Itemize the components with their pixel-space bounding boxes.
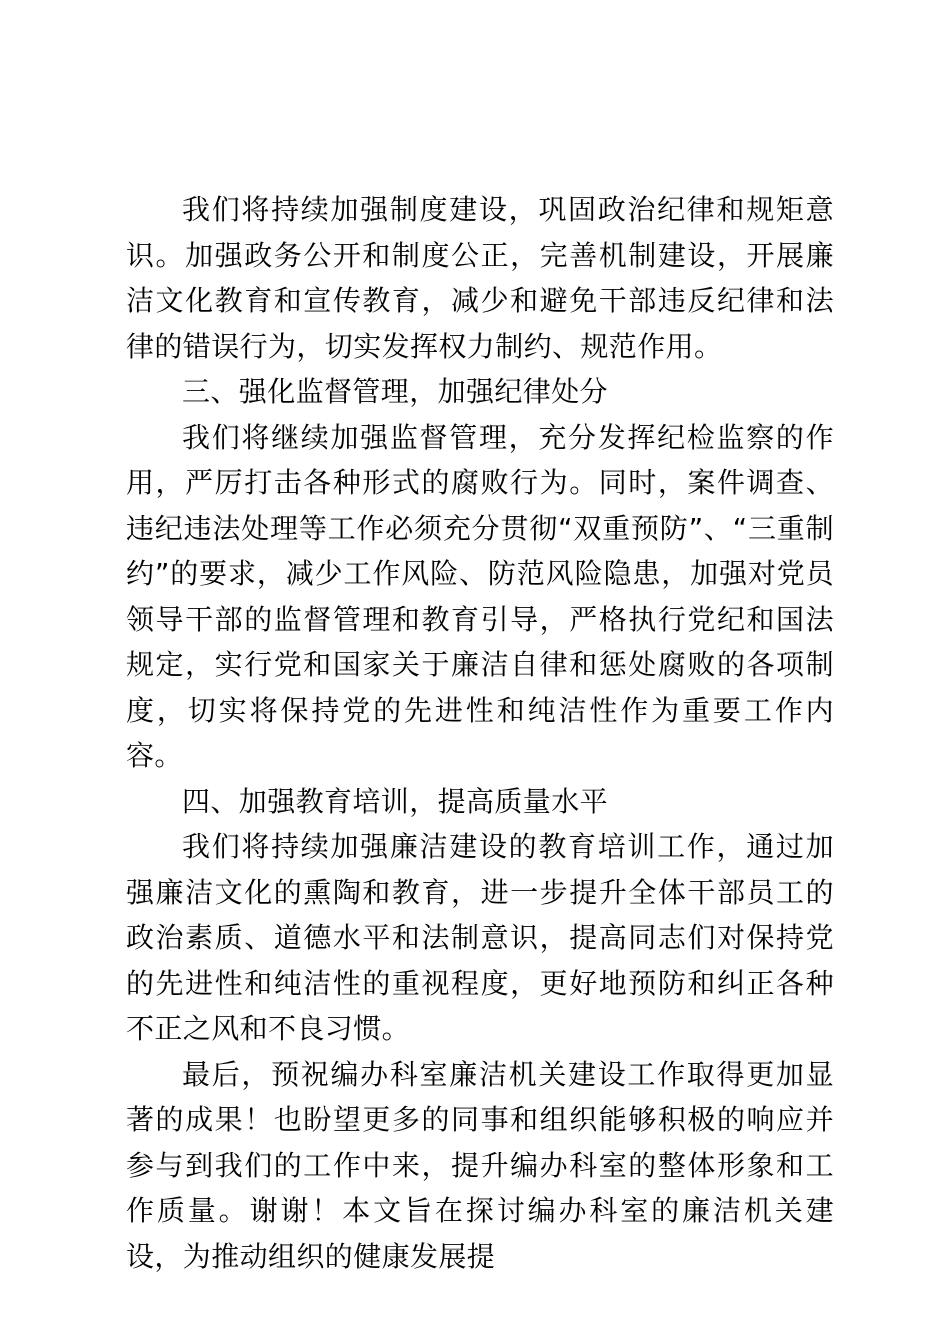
section-heading-supervision: 三、强化监督管理，加强纪律处分 [182, 375, 609, 408]
paragraph-institution-building: 我们将持续加强制度建设，巩固政治纪律和规矩意识。加强政务公开和制度公正，完善机制建设，开展廉洁文化教育和宣传教育，减少和避免干部违反纪律和法律的错误行为，切实发挥权力制约、规范作用。 [126, 193, 834, 363]
section-heading-training: 四、加强教育培训，提高质量水平 [182, 784, 609, 818]
paragraph-closing: 最后，预祝编办科室廉洁机关建设工作取得更加显著的成果！也盼望更多的同事和组织能够积极的响应并参与到我们的工作中来，提升编办科室的整体形象和工作质量。谢谢！本文旨在探讨编办科室的廉洁机关建设，为推动组织的健康发展提 [126, 1057, 834, 1273]
paragraph-supervision: 我们将继续加强监督管理，充分发挥纪检监察的作用，严厉打击各种形式的腐败行为。同时，案件调查、违纪违法处理等工作必须充分贯彻“双重预防”、“三重制约”的要求，减少工作风险、防范风险隐患，加强对党员领导干部的监督管理和教育引导，严格执行党纪和国法规定，实行党和国家关于廉洁自律和惩处腐败的各项制度，切实将保持党的先进性和纯洁性作为重要工作内容。 [126, 420, 834, 772]
document-body [126, 187, 834, 1279]
paragraph-training: 我们将持续加强廉洁建设的教育培训工作，通过加强廉洁文化的熏陶和教育，进一步提升全体干部员工的政治素质、道德水平和法制意识，提高同志们对保持党的先进性和纯洁性的重视程度，更好地预防和纠正各种不正之风和不良习惯。 [126, 830, 834, 1045]
